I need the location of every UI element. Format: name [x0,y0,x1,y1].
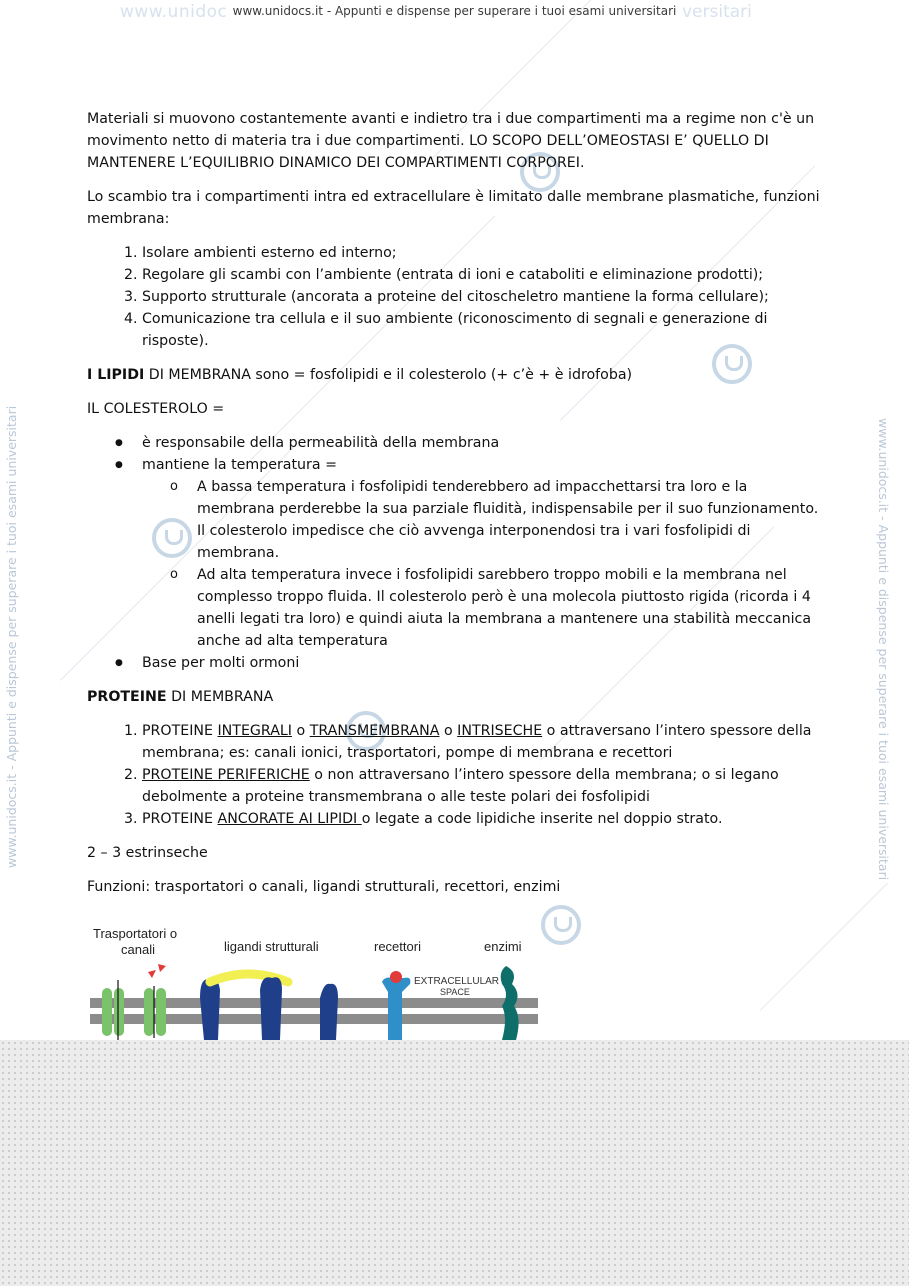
underlined-term: INTRISECHE [457,723,543,739]
list-item: 3. Supporto strutturale (ancorata a proteine del citoscheletro mantiene la forma cellulare); [142,286,827,308]
label-receptors: recettori [374,939,421,954]
proteine-text: DI MEMBRANA [166,689,274,705]
paragraph-proteine [87,686,827,708]
paragraph-estrinseche: 2 – 3 estrinseche [87,845,208,861]
extracellular-label-line1: EXTRACELLULAR [414,976,500,987]
receptor-protein [382,978,410,1041]
underlined-term: TRANSMEMBRANA [309,723,440,739]
label-line: canali [121,942,155,957]
list-item [142,764,827,808]
label-ligands: ligandi strutturali [224,939,319,954]
sublist-item: o A bassa temperatura i fosfolipidi tenderebbero ad impacchettarsi tra loro e la membrana perderebbe la sua parziale fluidità, indispensabile per il suo funzionamento. Il colesterolo impedisce che ciò avvenga interponendosi tra i vari fosfolipidi di membrana. [197,476,827,564]
channel-subunit [102,988,112,1036]
sublist-item: o Ad alta temperatura invece i fosfolipidi sarebbero troppo mobili e la membrana nel complesso troppo fluida. Il colesterolo però è una molecola piuttosto rigida (ricorda i 4 anelli legati tra loro) e quindi aiuta la membrana a mantenere una stabilità meccanica anche ad alta temperatura [197,564,827,652]
side-watermark-right [876,418,909,881]
watermark-logo-icon [541,905,581,945]
receptor-ligand [390,971,402,983]
list-item [142,720,827,764]
label-line: Trasportatori o [93,926,178,941]
paragraph-lipidi [87,364,827,386]
channel-subunit [114,988,124,1036]
page-cutoff-placeholder [0,1040,909,1286]
paragraph-funzioni: Funzioni: trasportatori o canali, ligandi strutturali, recettori, enzimi [87,879,561,895]
list-item: 1. Isolare ambienti esterno ed interno; [142,242,827,264]
text-run: PROTEINE [142,723,218,739]
membrane-illustration [88,920,540,1055]
temperature-sublist [142,476,827,652]
text-run: o attraversano l’intero spessore della membrana; es: canali ionici, trasportatori, pompe di membrana e recettori [142,723,812,761]
side-watermark-left-text: www.unidocs.it - Appunti e dispense per superare i tuoi esami universitari [4,405,19,868]
list-item-label: mantiene la temperatura = [142,457,337,473]
membrane-functions-list [87,242,827,352]
text-run: o [439,723,458,739]
ligand-protein [320,984,338,1040]
transporter-subunit [156,988,166,1036]
page-header: www.unidocs.it - Appunti e dispense per superare i tuoi esami universitari [232,4,677,18]
list-item: ● è responsabile della permeabilità della membrana [142,432,827,454]
list-item [142,454,827,652]
proteine-heading: PROTEINE [87,689,167,705]
text-run: PROTEINE [142,811,218,827]
underlined-term: PROTEINE PERIFERICHE [142,767,310,783]
lipidi-text: DI MEMBRANA sono = fosfolipidi e il colesterolo (+ c’è + è idrofoba) [144,367,633,383]
lipidi-heading: I LIPIDI [87,367,145,383]
side-watermark-right-text: www.unidocs.it - Appunti e dispense per superare i tuoi esami universitari [876,418,891,881]
proteine-list [87,720,827,830]
colesterolo-list [87,432,827,674]
paragraph-scambio: Lo scambio tra i compartimenti intra ed extracellulare è limitato dalle membrane plasmatiche, funzioni membrana: [87,189,820,227]
text-run: o [291,723,310,739]
text-run: o legate a code lipidiche inserite nel doppio strato. [361,811,723,827]
list-item: 2. Regolare gli scambi con l’ambiente (entrata di ioni e cataboliti e eliminazione prodotti); [142,264,827,286]
colesterolo-title: IL COLESTEROLO = [87,401,225,417]
underlined-term: INTEGRALI [217,723,292,739]
label-enzymes: enzimi [484,939,522,954]
underlined-term: ANCORATE AI LIPIDI [217,811,362,827]
list-item: 4. Comunicazione tra cellula e il suo ambiente (riconoscimento di segnali e generazione di risposte). [142,308,827,352]
ion-triangle [148,970,156,978]
list-item [142,808,827,830]
header-ghost-right: versitari [682,2,752,22]
header-ghost-left: www.unidoc [120,2,228,22]
extracellular-label-line2: SPACE [440,987,470,997]
membrane-proteins-figure [88,920,540,1055]
transporter-subunit [144,988,154,1036]
text-run: o non attraversano l’intero spessore della membrana; o si legano debolmente a proteine transmembrana o alle teste polari dei fosfolipidi [142,767,779,805]
paragraph-omeostasi: Materiali si muovono costantemente avanti e indietro tra i due compartimenti ma a regime non c'è un movimento netto di materia tra i due compartimenti. LO SCOPO DELL’OMEOSTASI E’ QUELLO DI MANTENERE L’EQUILIBRIO DINAMICO DEI COMPARTIMENTI CORPOREI. [87,111,815,171]
ligand-protein [200,979,220,1040]
ligand-protein [260,977,282,1040]
ion-triangle [158,964,166,972]
document-body [87,108,827,910]
list-item: ● Base per molti ormoni [142,652,827,674]
